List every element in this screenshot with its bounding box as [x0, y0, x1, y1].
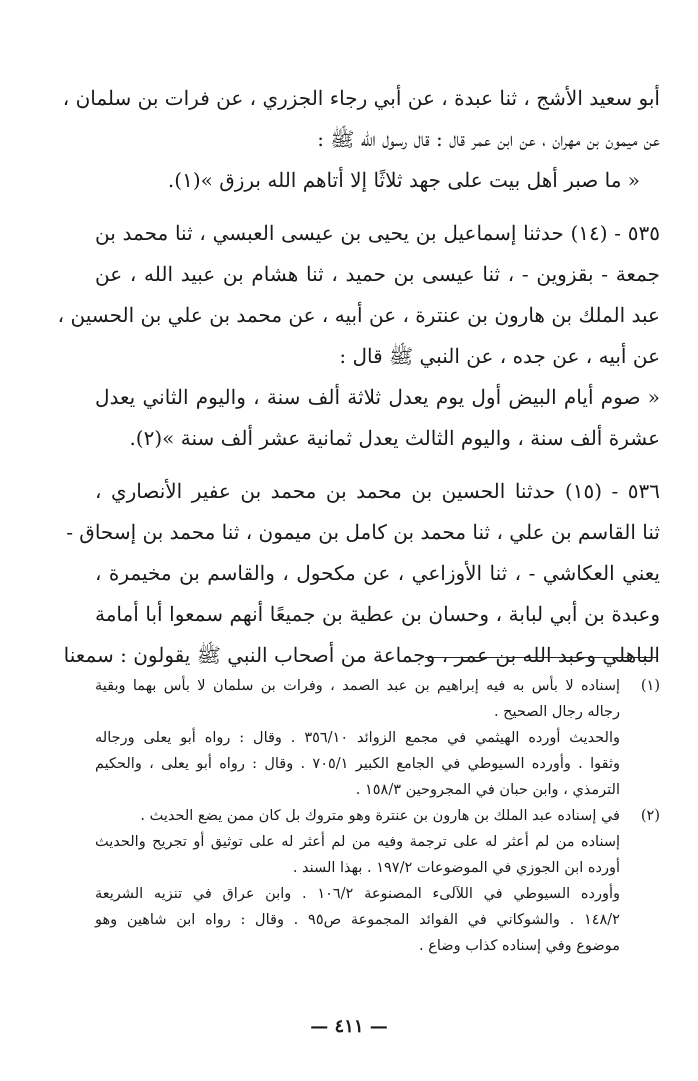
footnote-line [95, 855, 660, 881]
footnote-text: أورده ابن الجوزي في الموضوعات ١٩٧/٢ . بهذا السند . [292, 860, 620, 876]
footnote-text: موضوع وفي إسناده كذاب وضاع . [419, 938, 620, 954]
footnote-text: وثقوا . وأورده السيوطي في الجامع الكبير ٧٠٥/١ . وقال : رواه أبو يعلى ، والحكيم [95, 756, 620, 772]
footnote-marker: (١) [640, 678, 660, 694]
text-line: عشرة ألف سنة ، واليوم الثالث يعدل ثمانية عشر ألف سنة »(٢). [129, 426, 660, 450]
footnotes [95, 673, 660, 959]
footnote-line [95, 907, 660, 933]
footnote-marker: (٢) [640, 808, 660, 824]
text-line: أبو سعيد الأشج ، ثنا عبدة ، عن أبي رجاء الجزري ، عن فرات بن سلمان ، [62, 86, 660, 110]
footnote-line [95, 881, 660, 907]
text-line: عبد الملك بن هارون بن عنترة ، عن أبيه ، عن محمد بن علي بن الحسين ، [57, 303, 660, 327]
footnote-text: وأورده السيوطي في اللآلىء المصنوعة ١٠٦/٢ . وابن عراق في تنزيه الشريعة [95, 886, 620, 902]
text-line: ثنا القاسم بن علي ، ثنا محمد بن كامل بن ميمون ، ثنا محمد بن إسحاق - [66, 520, 660, 544]
footnote-line [95, 725, 660, 751]
footnote-line [95, 673, 660, 699]
footnote-line [95, 751, 660, 777]
text-line: « صوم أيام البيض أول يوم يعدل ثلاثة ألف سنة ، واليوم الثاني يعدل [95, 385, 660, 409]
text-line: يعني العكاشي - ، ثنا الأوزاعي ، عن مكحول ، والقاسم بن مخيمرة ، [95, 561, 660, 585]
main-text [57, 78, 660, 676]
footnote-text: ١٤٨/٢ . والشوكاني في الفوائد المجموعة ص٩٥ . وقال : رواه ابن شاهين وهو [95, 912, 620, 928]
footnote-text: والحديث أورده الهيثمي في مجمع الزوائد ٣٥٦/١٠ . وقال : رواه أبو يعلى ورجاله [95, 730, 620, 746]
footnote-text: إسناده من لم أعثر له على ترجمة وفيه من لم أعثر له على توثيق أو تجريح والحديث [95, 834, 620, 850]
text-line: عن أبيه ، عن جده ، عن النبي ﷺ قال : [339, 344, 660, 368]
footnote-separator [425, 657, 658, 658]
footnote-text: إسناده لا بأس به فيه إبراهيم بن عبد الصمد ، وفرات بن سلمان لا بأس بهما وبقية [95, 678, 620, 694]
page-number: — ٤١١ — [310, 1016, 388, 1037]
text-line: ٥٣٦ - (١٥) حدثنا الحسين بن محمد بن محمد بن عفير الأنصاري ، [95, 479, 660, 503]
text-line: ٥٣٥ - (١٤) حدثنا إسماعيل بن يحيى بن عيسى العبسي ، ثنا محمد بن [95, 221, 660, 245]
footnote-text: رجاله رجال الصحيح . [493, 704, 620, 720]
footnote-text: الترمذي ، وابن حبان في المجروحين ١٥٨/٣ . [355, 782, 620, 798]
footnote-line [95, 777, 660, 803]
text-line: وعبدة بن أبي لبابة ، وحسان بن عطية بن جميعًا أنهم سمعوا أبا أمامة [95, 602, 660, 626]
text-line: « ما صبر أهل بيت على جهد ثلاثًا إلا أتاهم الله برزق »(١). [167, 168, 640, 192]
footnote-text: في إسناده عبد الملك بن هارون بن عنترة وهو متروك بل كان ممن يضع الحديث . [140, 808, 620, 824]
text-line: الباهلي وعبد الله بن عمر ، وجماعة من أصحاب النبي ﷺ يقولون : سمعنا [63, 643, 660, 667]
text-line: عن ميمون بن مهران ، عن ابن عمر قال : قال رسول الله ﷺ : [317, 127, 660, 151]
footnote-line [95, 933, 660, 959]
footnote-line [95, 829, 660, 855]
footnote-line [95, 699, 660, 725]
footnote-line [95, 803, 660, 829]
text-line: جمعة - بقزوين - ، ثنا عيسى بن حميد ، ثنا هشام بن عبيد الله ، عن [95, 262, 660, 286]
